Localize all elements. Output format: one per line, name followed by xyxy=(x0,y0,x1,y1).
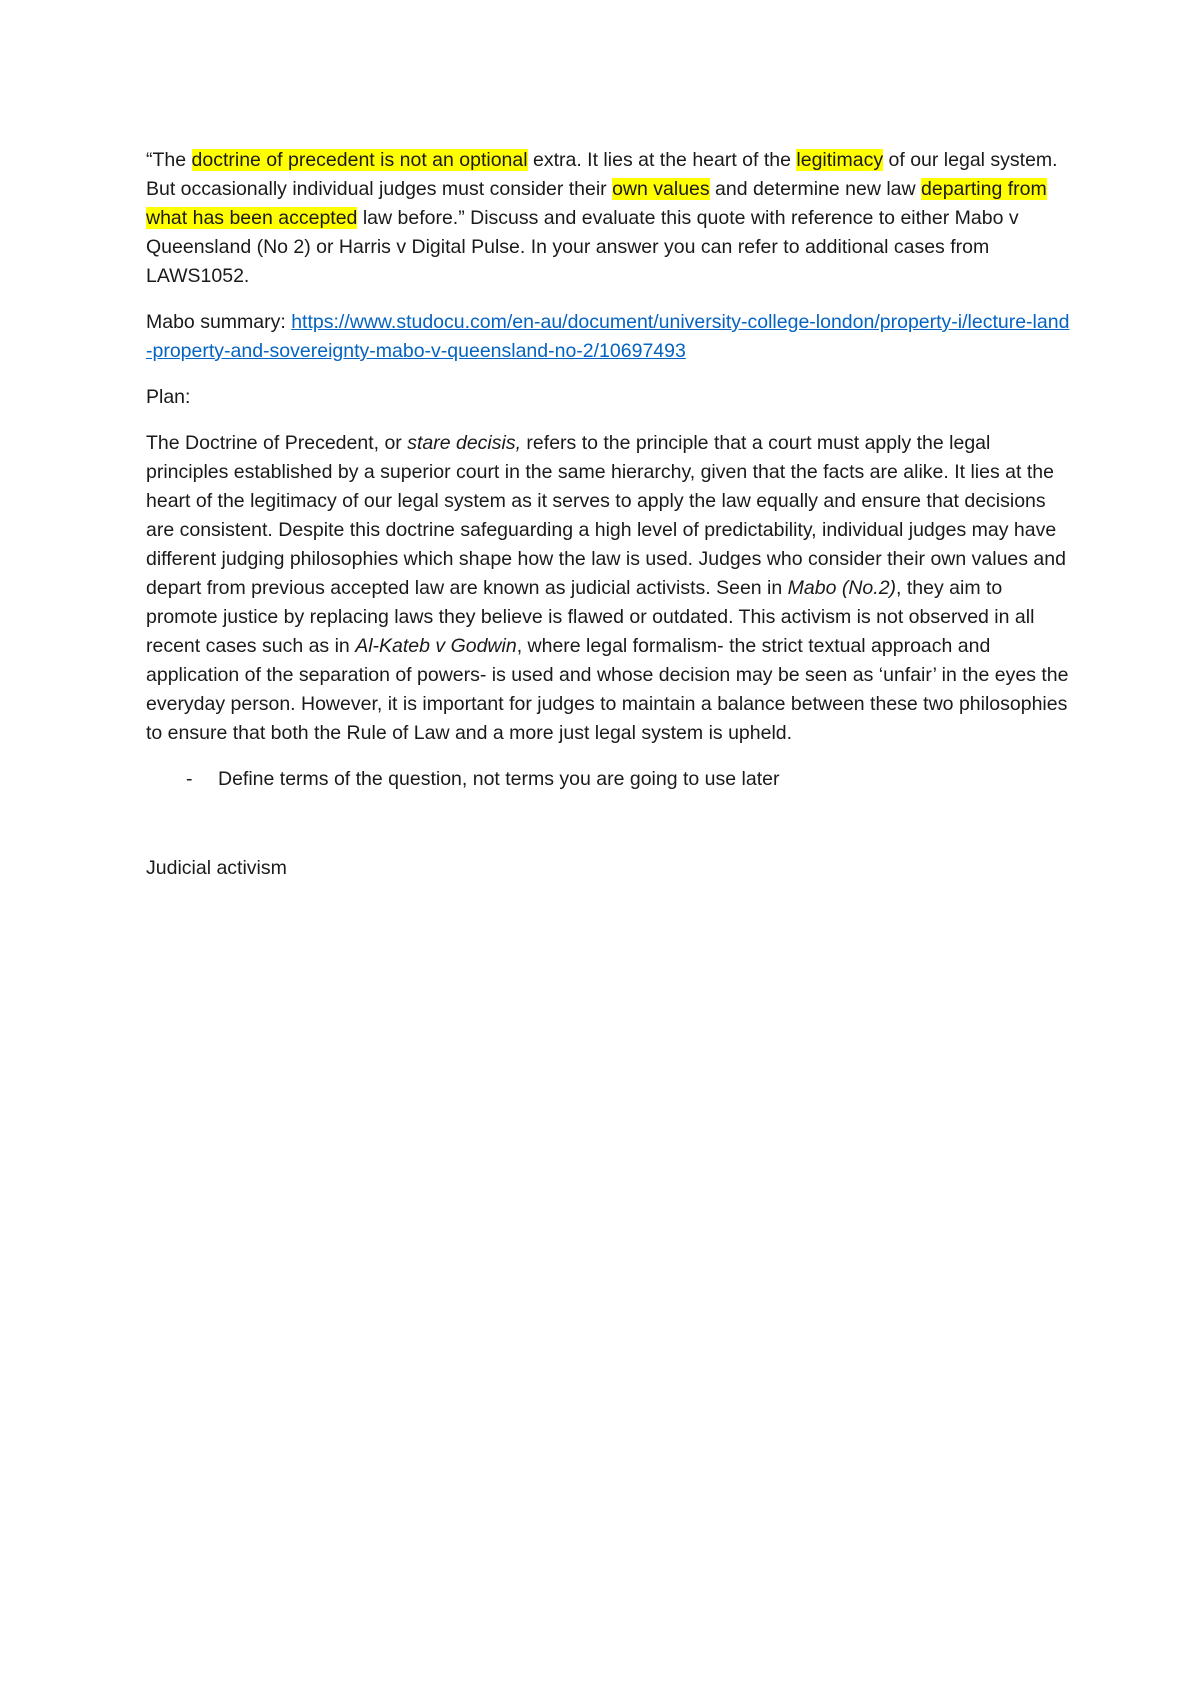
plan-label: Plan: xyxy=(146,386,191,408)
highlight-departing: departing from what has been accepted xyxy=(146,178,1047,229)
bullet-marker: - xyxy=(186,768,193,790)
summary-label: Mabo summary: xyxy=(146,311,292,333)
bullet-text: Define terms of the question, not terms you are going to use later xyxy=(218,768,780,790)
body-text-2: refers to the principle that a court must apply the legal principles established by a superior court in the same hierarchy, given that the facts are alike. It lies at the heart of the legitimacy of our legal system as it serves to apply the law equally and ensure that decisions are consistent. Despite this doctrine safeguarding a high level of predictability, individual judges may have different judging philosophies which shape how the law is used. Judges who consider their own values and depart from previous accepted law are known as judicial activists. Seen in xyxy=(146,432,1066,599)
quote-text-5: law before.” Discuss and evaluate this quote with reference to either Mabo v Queensland (No 2) or Harris v Digital Pulse. In your answer you can refer to additional cases from LAWS1052. xyxy=(146,207,1019,287)
italic-mabo: Mabo (No.2) xyxy=(787,577,897,599)
summary-link[interactable]: https://www.studocu.com/en-au/document/university-college-london/property-i/lecture-land-property-and-sovereignty-mabo-v-queensland-no-2/10697493 xyxy=(146,311,1070,362)
section-heading: Judicial activism xyxy=(146,857,287,879)
essay-question xyxy=(146,146,1070,291)
quote-text-2: extra. It lies at the heart of the xyxy=(527,149,797,171)
body-text-3: , they aim to promote justice by replacing laws they believe is flawed or outdated. This activism is not observed in all recent cases such as in xyxy=(146,577,1035,657)
list-item xyxy=(146,765,1070,794)
highlight-own-values: own values xyxy=(612,178,710,200)
body-text-1: The Doctrine of Precedent, or xyxy=(146,432,408,454)
plan-paragraph xyxy=(146,429,1070,748)
mabo-summary xyxy=(146,308,1070,366)
quote-text-4: and determine new law xyxy=(709,178,922,200)
quote-text-3: of our legal system. But occasionally individual judges must consider their xyxy=(146,149,1058,200)
italic-stare-decisis: stare decisis, xyxy=(407,432,522,454)
highlight-legitimacy: legitimacy xyxy=(796,149,884,171)
italic-al-kateb: Al-Kateb v Godwin xyxy=(355,635,517,657)
highlight-doctrine: doctrine of precedent is not an optional xyxy=(191,149,528,171)
body-text-4: , where legal formalism- the strict textual approach and application of the separation of powers- is used and whose decision may be seen as ‘unfair’ in the eyes the everyday person. However, it is important for judges to maintain a balance between these two philosophies to ensure that both the Rule of Law and a more just legal system is upheld. xyxy=(146,635,1069,744)
quote-text-1: “The xyxy=(146,149,192,171)
